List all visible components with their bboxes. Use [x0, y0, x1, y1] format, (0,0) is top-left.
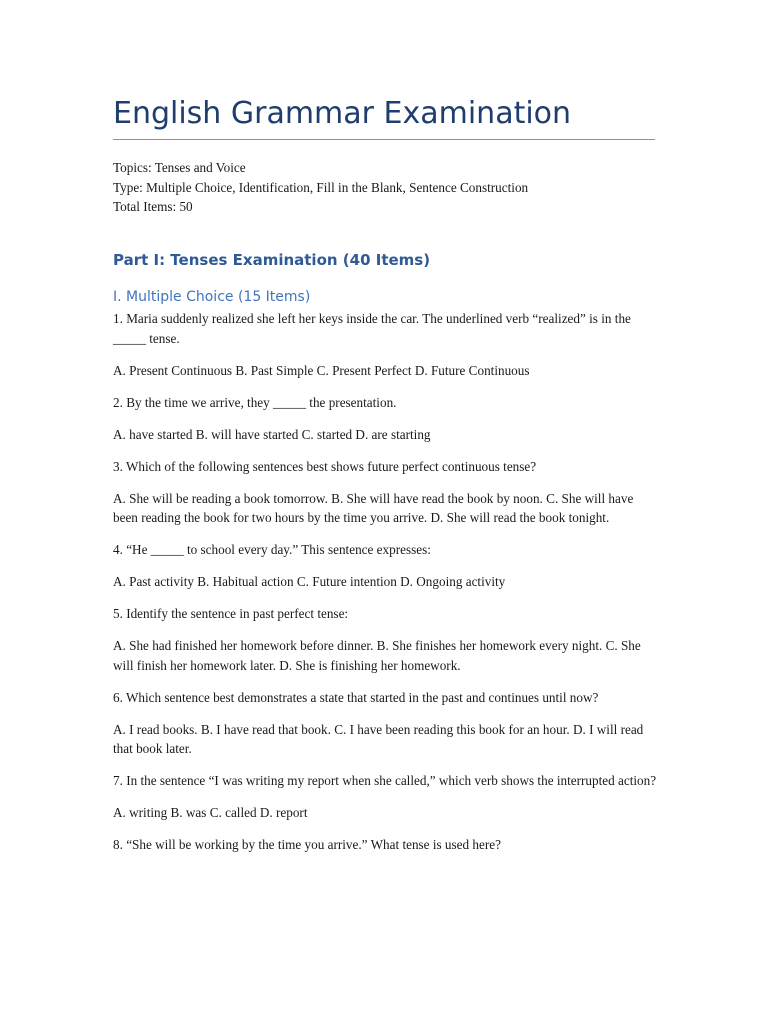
question-paragraph: 1. Maria suddenly realized she left her keys inside the car. The underlined verb “realized” is in the _____ tense. [113, 311, 631, 346]
answer-choices: A. Present Continuous B. Past Simple C. Present Perfect D. Future Continuous [113, 362, 530, 378]
meta-type: Type: Multiple Choice, Identification, Fill in the Blank, Sentence Construction [113, 179, 529, 195]
question-paragraph: 8. “She will be working by the time you arrive.” What tense is used here? [113, 837, 501, 852]
part-heading: Part I: Tenses Examination (40 Items) [113, 251, 431, 269]
answer-choices: A. have started B. will have started C. started D. are starting [113, 426, 431, 442]
document-title: English Grammar Examination [113, 96, 572, 131]
meta-total-items: Total Items: 50 [113, 199, 193, 214]
question-list [113, 309, 658, 867]
section-heading: I. Multiple Choice (15 Items) [113, 289, 311, 305]
question-paragraph: 7. In the sentence “I was writing my report when she called,” which verb shows the interrupted action? [113, 773, 657, 788]
meta-topics: Topics: Tenses and Voice [113, 160, 246, 175]
answer-choices: A. She had finished her homework before dinner. B. She finishes her homework every night. C. She will finish her homework later. D. She is finishing her homework. [113, 638, 641, 673]
answer-choices: A. She will be reading a book tomorrow. B. She will have read the book by noon. C. She will have been reading the book for two hours by the time you arrive. D. She will read the book tonight. [113, 490, 634, 525]
exam-meta [113, 158, 658, 217]
question-paragraph: 6. Which sentence best demonstrates a state that started in the past and continues until now? [113, 689, 599, 705]
answer-choices: A. Past activity B. Habitual action C. Future intention D. Ongoing activity [113, 574, 506, 589]
title-underline [113, 139, 655, 140]
answer-choices: A. I read books. B. I have read that book. C. I have been reading this book for an hour. D. I will read that book later. [113, 721, 644, 756]
question-paragraph: 2. By the time we arrive, they _____ the presentation. [113, 394, 397, 410]
question-paragraph: 5. Identify the sentence in past perfect tense: [113, 606, 349, 621]
question-paragraph: 3. Which of the following sentences best shows future perfect continuous tense? [113, 458, 537, 474]
answer-choices: A. writing B. was C. called D. report [113, 805, 308, 820]
question-paragraph: 4. “He _____ to school every day.” This sentence expresses: [113, 542, 431, 557]
